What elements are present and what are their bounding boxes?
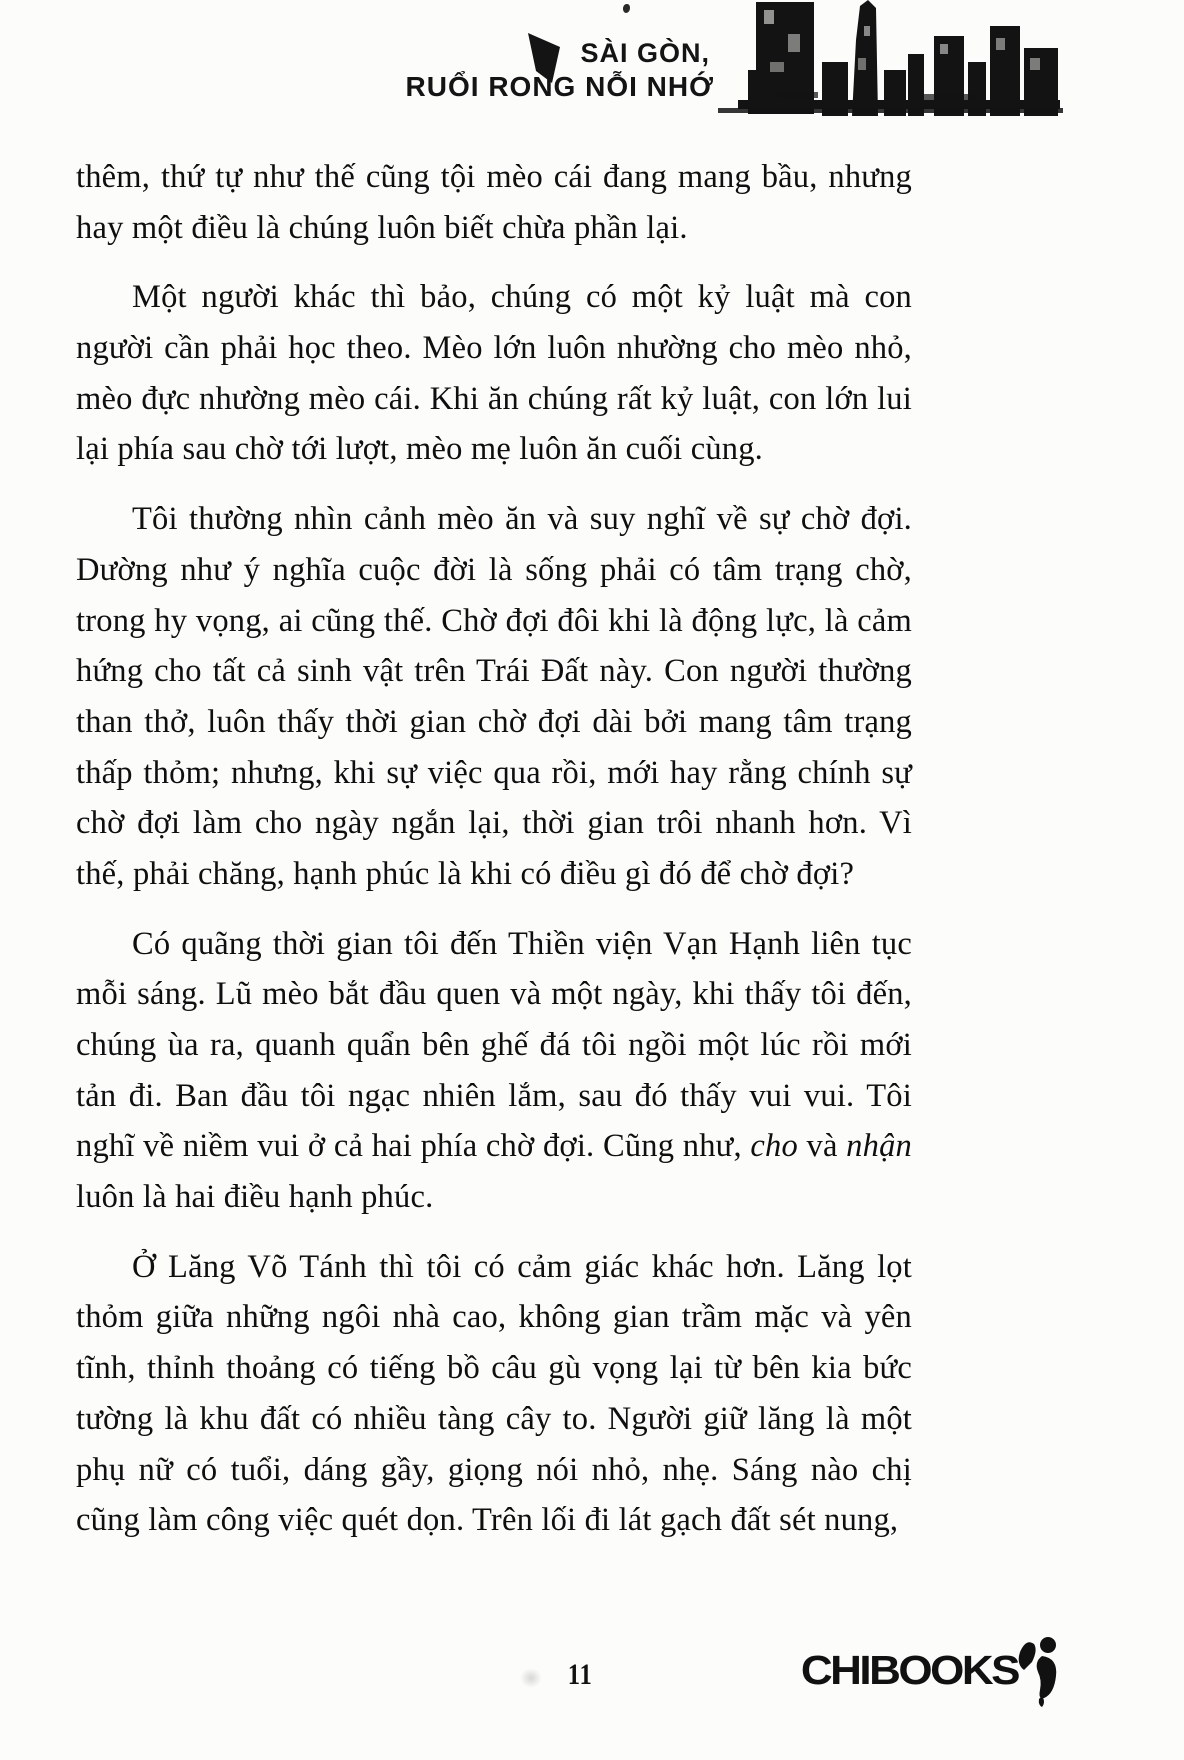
paragraph-1: thêm, thứ tự như thế cũng tội mèo cái đang mang bầu, nhưng hay một điều là chúng luôn biết chừa phần lại. [76,159,912,246]
paragraph-2: Một người khác thì bảo, chúng có một kỷ luật mà con người cần phải học theo. Mèo lớn luôn nhường cho mèo nhỏ, mèo đực nhường mèo cái. Khi ăn chúng rất kỷ luật, con lớn lui lại phía sau chờ tới lượt, mèo mẹ luôn ăn cuối cùng. [76,279,912,468]
page-body [76,152,912,1565]
running-head [406,38,714,103]
italic-word-nhan: nhận [846,1128,912,1165]
page-number: 11 [567,1658,593,1691]
reading-figure-icon [1012,1636,1064,1713]
paragraph-4-text: Có quãng thời gian tôi đến Thiền viện Vạn Hạnh liên tục mỗi sáng. Lũ mèo bắt đầu quen và một ngày, khi thấy tôi đến, chúng ùa ra, quanh quẩn bên ghế đá tôi ngồi một lúc rồi mới tản đi. Ban đầu tôi ngạc nhiên lắm, sau đó thấy vui vui. Tôi nghĩ về niềm vui ở cả hai phía chờ đợi. Cũng như, [76,925,912,1165]
publisher-name: CHIBOOKS [800,1648,1018,1694]
italic-word-cho: cho [750,1128,798,1165]
paragraph-5: Ở Lăng Võ Tánh thì tôi có cảm giác khác hơn. Lăng lọt thỏm giữa những ngôi nhà cao, không gian trầm mặc và yên tĩnh, thỉnh thoảng có tiếng bồ câu gù vọng lại từ bên kia bức tường là khu đất có nhiều tàng cây to. Người giữ lăng là một phụ nữ có tuổi, dáng gầy, giọng nói nhỏ, nhẹ. Sáng nào chị cũng làm công việc quét dọn. Trên lối đi lát gạch đất sét nung, [76,1248,912,1539]
city-skyline-icon [718,0,1063,118]
book-title-line2: RUỔI RONG NỖI NHỚ [405,71,714,102]
paragraph-4-connector: và [797,1128,847,1165]
paragraph-3: Tôi thường nhìn cảnh mèo ăn và suy nghĩ về sự chờ đợi. Dường như ý nghĩa cuộc đời là sống phải có tâm trạng chờ, trong hy vọng, ai cũng thế. Chờ đợi đôi khi là động lực, là cảm hứng cho tất cả sinh vật trên Trái Đất này. Con người thường than thở, luôn thấy thời gian chờ đợi dài bởi mang tâm trạng thấp thỏm; nhưng, khi sự việc qua rồi, mới hay rằng chính sự chờ đợi làm cho ngày ngắn lại, thời gian trôi nhanh hơn. Vì thế, phải chăng, hạnh phúc là khi có điều gì đó để chờ đợi? [76,501,912,892]
page-footer [0,1630,1184,1760]
publisher-logo [801,1646,1064,1713]
paragraph-4-end: luôn là hai điều hạnh phúc. [76,1179,434,1216]
page-header [0,0,1184,150]
print-smudge [520,1668,542,1688]
paragraph-4 [76,919,912,1223]
book-title-line1: SÀI GÒN, [580,38,710,68]
